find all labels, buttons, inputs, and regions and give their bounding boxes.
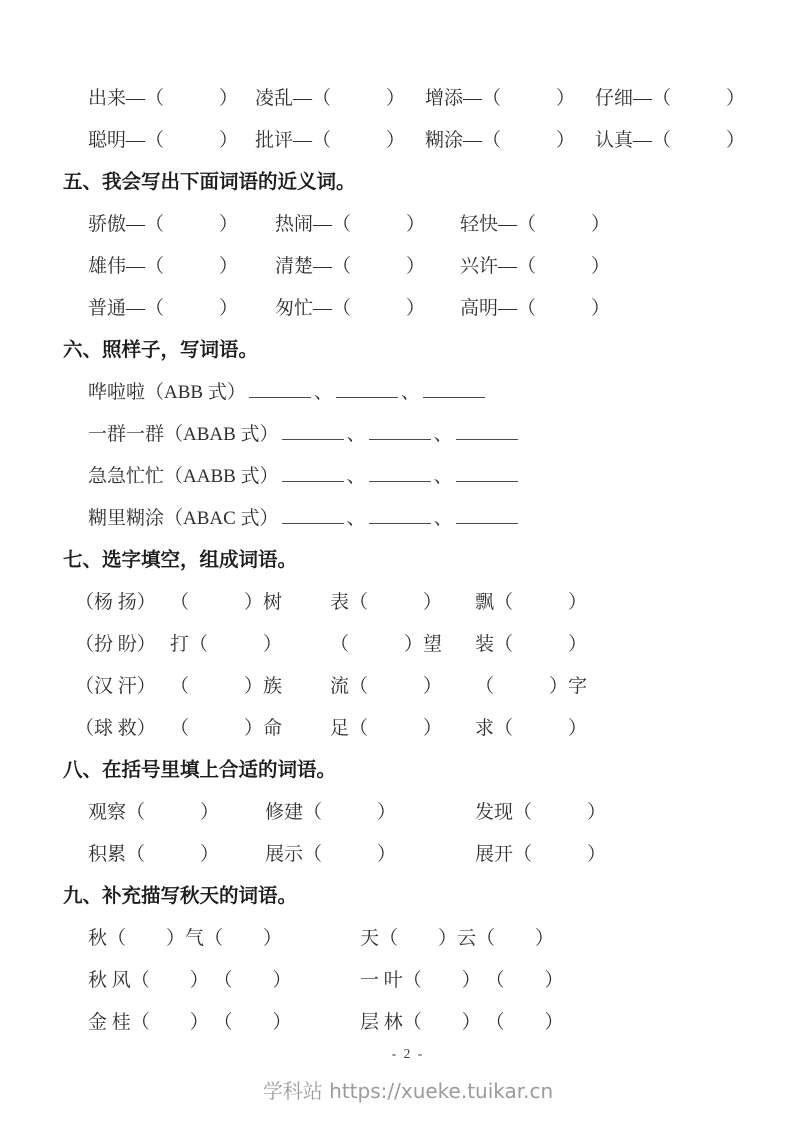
fill-in-item: 修建（ ） xyxy=(265,801,397,823)
fill-in-item: 高明—（ ） xyxy=(460,297,611,319)
fill-in-item: 凌乱—（ ） xyxy=(255,87,406,109)
fill-in-item: （ ）族 xyxy=(170,675,283,697)
blank-underline xyxy=(456,504,518,523)
worksheet-row xyxy=(88,831,753,873)
fill-in-item: 秋（ ）气（ ） xyxy=(88,927,283,949)
fill-in-item: 兴许—（ ） xyxy=(460,255,611,277)
blank-underline xyxy=(369,462,431,481)
fill-in-item: 批评—（ ） xyxy=(255,129,406,151)
blank-underline xyxy=(369,504,431,523)
fill-in-item: 热闹—（ ） xyxy=(275,213,426,235)
fill-in-item: 普通—（ ） xyxy=(88,297,239,319)
section-9-rows xyxy=(63,915,753,1041)
fill-in-item: 聪明—（ ） xyxy=(88,129,239,151)
fill-in-item: 一 叶（ ） （ ） xyxy=(360,969,564,991)
fill-in-item: 展开（ ） xyxy=(475,843,607,865)
blank-underline xyxy=(249,378,311,397)
worksheet-row xyxy=(88,201,753,243)
fill-in-item: 展示（ ） xyxy=(265,843,397,865)
fill-in-item: 观察（ ） xyxy=(88,801,220,823)
section-4-rows xyxy=(63,75,753,159)
fill-in-item: （扮 盼） xyxy=(75,633,156,655)
blank-underline xyxy=(282,420,344,439)
worksheet-row xyxy=(75,663,753,705)
worksheet-row xyxy=(88,369,753,411)
fill-in-item: 雄伟—（ ） xyxy=(88,255,239,277)
fill-in-item: 层 林（ ） （ ） xyxy=(360,1011,564,1033)
fill-in-item: （ ）望 xyxy=(330,633,443,655)
blank-underline xyxy=(282,462,344,481)
fill-in-item: 打（ ） xyxy=(170,633,283,655)
worksheet-row xyxy=(88,915,753,957)
fill-in-item: （杨 扬） xyxy=(75,591,156,613)
fill-in-item: 天（ ）云（ ） xyxy=(360,927,555,949)
fill-in-item: 发现（ ） xyxy=(475,801,607,823)
fill-in-item: 急急忙忙（AABB 式） 、 、 xyxy=(88,461,521,488)
fill-in-item: （ ）字 xyxy=(475,675,588,697)
fill-in-item: 糊涂—（ ） xyxy=(425,129,576,151)
fill-in-item: 出来—（ ） xyxy=(88,87,239,109)
fill-in-item: 清楚—（ ） xyxy=(275,255,426,277)
fill-in-item: 积累（ ） xyxy=(88,843,220,865)
fill-in-item: 装（ ） xyxy=(475,633,588,655)
blank-underline xyxy=(423,378,485,397)
page-number: - 2 - xyxy=(391,1046,425,1061)
worksheet-row xyxy=(88,957,753,999)
fill-in-item: 足（ ） xyxy=(330,717,443,739)
worksheet-row xyxy=(88,75,753,117)
fill-in-item: （ ）树 xyxy=(170,591,283,613)
fill-in-item: 金 桂（ ） （ ） xyxy=(88,1011,292,1033)
worksheet-row xyxy=(88,285,753,327)
worksheet-row xyxy=(75,621,753,663)
blank-underline xyxy=(282,504,344,523)
section-7-heading: 七、选字填空，组成词语。 xyxy=(63,550,298,571)
worksheet-row xyxy=(75,579,753,621)
section-8-heading: 八、在括号里填上合适的词语。 xyxy=(63,760,337,781)
worksheet-row xyxy=(75,705,753,747)
fill-in-item: 飘（ ） xyxy=(475,591,588,613)
watermark-site-link: 学科站 https://xueke.tuikar.cn xyxy=(262,1079,554,1103)
blank-underline xyxy=(336,378,398,397)
worksheet-row xyxy=(88,789,753,831)
worksheet-row xyxy=(88,999,753,1041)
worksheet-row xyxy=(88,453,753,495)
worksheet-row xyxy=(88,243,753,285)
blank-underline xyxy=(456,420,518,439)
section-8-rows xyxy=(63,789,753,873)
section-5-heading: 五、我会写出下面词语的近义词。 xyxy=(63,172,356,193)
worksheet-row xyxy=(88,411,753,453)
fill-in-item: 流（ ） xyxy=(330,675,443,697)
fill-in-item: （ ）命 xyxy=(170,717,283,739)
fill-in-item: 哗啦啦（ABB 式） 、 、 xyxy=(88,377,488,404)
fill-in-item: 骄傲—（ ） xyxy=(88,213,239,235)
fill-in-item: （球 救） xyxy=(75,717,156,739)
fill-in-item: 求（ ） xyxy=(475,717,588,739)
blank-underline xyxy=(456,462,518,481)
fill-in-item: 一群一群（ABAB 式） 、 、 xyxy=(88,419,521,446)
section-5-rows xyxy=(63,201,753,327)
fill-in-item: 认真—（ ） xyxy=(595,129,746,151)
fill-in-item: 增添—（ ） xyxy=(425,87,576,109)
fill-in-item: 糊里糊涂（ABAC 式） 、 、 xyxy=(88,503,521,530)
fill-in-item: 秋 风（ ） （ ） xyxy=(88,969,292,991)
fill-in-item: 仔细—（ ） xyxy=(595,87,746,109)
section-7-rows xyxy=(63,579,753,747)
section-6-rows xyxy=(63,369,753,537)
blank-underline xyxy=(369,420,431,439)
worksheet-row xyxy=(88,117,753,159)
section-9-heading: 九、补充描写秋天的词语。 xyxy=(63,886,298,907)
fill-in-item: 匆忙—（ ） xyxy=(275,297,426,319)
fill-in-item: （汉 汗） xyxy=(75,675,156,697)
fill-in-item: 表（ ） xyxy=(330,591,443,613)
worksheet-row xyxy=(88,495,753,537)
section-6-heading: 六、照样子，写词语。 xyxy=(63,340,259,361)
fill-in-item: 轻快—（ ） xyxy=(460,213,611,235)
